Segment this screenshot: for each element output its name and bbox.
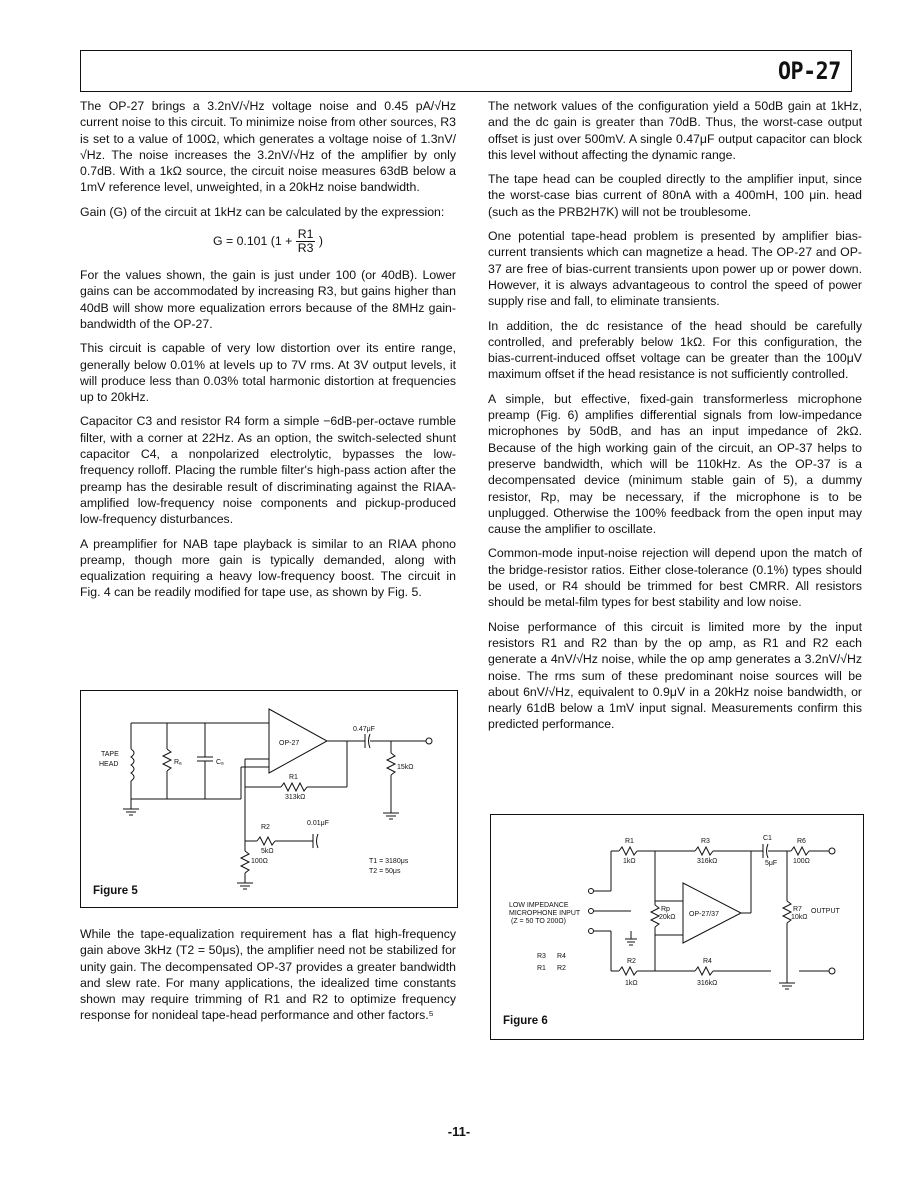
label-rp-val: 20kΩ: [659, 914, 676, 921]
label-output: OUTPUT: [811, 908, 840, 915]
formula-rhs: ): [318, 233, 323, 248]
label-r3-val: 316kΩ: [697, 858, 718, 865]
paragraph: Gain (G) of the circuit at 1kHz can be calculated by the expression:: [80, 204, 445, 219]
figure-6-labels: [491, 815, 863, 1039]
label-r2-val: 1kΩ: [625, 980, 638, 987]
label-tape: TAPE: [101, 751, 119, 758]
label-r3: R3: [701, 838, 710, 845]
paragraph: In addition, the dc resistance of the head should be carefully controlled, and preferably below 1kΩ. For this configuration, the bias-current-induced offset voltage can be greater than the 100μV maximum offset if the head resistance is not sufficiently controlled.: [488, 318, 862, 382]
after-figure-text: [80, 926, 456, 1024]
label-r2-val: 5kΩ: [261, 848, 274, 855]
page-header-box: [80, 50, 852, 92]
figure-6: [490, 814, 864, 1040]
page-header-title: OP-27: [778, 57, 841, 85]
label-opamp: OP-27/37: [689, 911, 719, 918]
label-ratio-r2: R2: [557, 965, 566, 972]
paragraph: A simple, but effective, fixed-gain transformerless microphone preamp (Fig. 6) amplifies differential signals from low-impedance microphones by 50dB, and has an input impedance of 2kΩ. Because of the high working gain of the circuit, an OP-37 helps to preserve bandwidth, which will be 110kHz. As the OP-37 is a decompensated device (minimum stable gain of 5), a dummy resistor, Rp, may be necessary, if the microphone is to be unplugged. Otherwise the 100% feedback from the open input may cause the amplifier to oscillate.: [488, 391, 862, 537]
paragraph: For the values shown, the gain is just under 100 (or 40dB). Lower gains can be accommodated by increasing R3, but gains higher than 40dB will show more equalization errors because of the 8MHz gain-bandwidth of the OP-27.: [80, 268, 456, 331]
figure-5-labels: [81, 691, 457, 907]
label-c1: C1: [763, 835, 772, 842]
label-r1: R1: [625, 838, 634, 845]
paragraph: The OP-27 brings a 3.2nV/√Hz voltage noise and 0.45 pA/√Hz current noise to this circuit. To minimize noise from other sources, R3 is set to a value of 100Ω, which generates a voltage noise of 1.3nV/√Hz. The noise increases the 3.2nV/√Hz of the amplifier by only 0.7dB. With a 1kΩ source, the circuit noise measures 63dB below a 1mV reference level, unweighted, in a 20kHz noise bandwidth.: [80, 99, 456, 195]
label-t2: T2 = 50μs: [369, 868, 401, 875]
formula-denominator: R3: [297, 241, 314, 256]
label-c2: 0.01μF: [307, 820, 329, 827]
left-column: [80, 98, 456, 609]
label-r2: R2: [627, 958, 636, 965]
label-c1-val: 5μF: [765, 860, 778, 867]
formula-numerator: R1: [297, 227, 314, 242]
label-t1: T1 = 3180μs: [369, 858, 409, 865]
label-mic3: (Z = 50 TO 200Ω): [511, 918, 566, 925]
paragraph: Noise performance of this circuit is limited more by the input resistors R1 and R2 than by the op amp, as R1 and R2 each generate a 4nV/√Hz noise, while the op amp generates a 3.2nV/√Hz noise. The rms sum of these predominant noise sources will be about 6nV/√Hz, equivalent to 0.9μV in a 20kHz noise bandwidth, or nearly 61dB below a 1mV input signal. Measurements confirm this predicted performance.: [488, 619, 862, 732]
label-head: HEAD: [99, 761, 119, 768]
label-r-bottom: 100Ω: [251, 858, 268, 865]
paragraph: The network values of the configuration yield a 50dB gain at 1kHz, and the dc gain is greater than 70dB. Thus, the worst-case output offset is just over 500mV. A single 0.47μF output capacitor can block this level without affecting the dynamic range.: [488, 99, 862, 162]
label-r1-val: 1kΩ: [623, 858, 636, 865]
label-r1: R1: [289, 774, 298, 781]
formula-fraction: [296, 228, 316, 255]
label-r4-val: 316kΩ: [697, 980, 718, 987]
label-r6: R6: [797, 838, 806, 845]
paragraph: Common-mode input-noise rejection will depend upon the match of the bridge-resistor ratios. Either close-tolerance (0.1%) types should be used, or R4 should be trimmed for best CMRR. All resistors should be metal-film types for best stability and low noise.: [488, 546, 862, 610]
paragraph: This circuit is capable of very low distortion over its entire range, generally below 0.01% at levels up to 7V rms. At 3V output levels, it will produce less than 0.03% total harmonic distortion at frequencies up to 20kHz.: [80, 341, 456, 405]
label-r-out: 15kΩ: [397, 764, 414, 771]
label-r7: R7: [793, 906, 802, 913]
paragraph: Capacitor C3 and resistor R4 form a simple −6dB-per-octave rumble filter, with a corner at 22Hz. As an option, the switch-selected shunt capacitor C4, a nonpolarized electrolytic, bypasses the low-frequency rolloff. Placing the rumble filter's high-pass action after the preamp has the desirable result of discriminating against the RIAA-amplified low-frequency noise components and pickup-produced low-frequency disturbances.: [80, 414, 456, 527]
label-rp: Rp: [661, 906, 670, 913]
figure-5: [80, 690, 458, 908]
label-r2: R2: [261, 824, 270, 831]
label-mic2: MICROPHONE INPUT: [509, 910, 581, 917]
page-number: -11-: [447, 1124, 471, 1139]
label-ratio-r1: R1: [537, 965, 546, 972]
label-cap-out: 0.47μF: [353, 726, 375, 733]
formula-lhs: G = 0.101 (1 +: [213, 233, 293, 248]
gain-formula: [80, 228, 456, 255]
label-ratio-r3: R3: [537, 953, 546, 960]
paragraph: The tape head can be coupled directly to the amplifier input, since the worst-case bias current of 80nA with a 400mH, 100 μin. head (such as the PRB2H7K) will not be troublesome.: [488, 172, 862, 219]
label-r7-val: 10kΩ: [791, 914, 808, 921]
label-opamp: OP-27: [279, 740, 300, 747]
right-column: [488, 98, 862, 741]
label-mic1: LOW IMPEDANCE: [509, 902, 569, 909]
figure-6-caption: Figure 6: [503, 1015, 548, 1027]
label-r6-val: 100Ω: [793, 858, 810, 865]
paragraph: A preamplifier for NAB tape playback is similar to an RIAA phono preamp, though more gain is typically demanded, along with equalization requiring a heavy low-frequency boost. The circuit in Fig. 4 can be readily modified for tape use, as shown by Fig. 5.: [80, 536, 456, 600]
label-r4: R4: [703, 958, 712, 965]
figure-5-caption: Figure 5: [93, 885, 138, 897]
label-ratio-r4: R4: [557, 953, 566, 960]
paragraph: While the tape-equalization requirement has a flat high-frequency gain above 3kHz (T2 = 50μs), the amplifier need not be stabilized for unity gain. The decompensated OP-37 provides a greater bandwidth and slew rate. For many applications, the idealized time constants shown may require trimming of R1 and R2 to optimize frequency response for nonideal tape-head performance and other factors.⁵: [80, 927, 456, 1023]
label-ra: Rₐ: [174, 759, 182, 766]
label-ca: Cₐ: [216, 759, 224, 766]
paragraph: One potential tape-head problem is presented by amplifier bias-current transients which can magnetize a head. The OP-27 and OP-37 are free of bias-current transients upon power up or power down. However, it is always advantageous to control the speed of power supply rise and fall, to eliminate transients.: [488, 229, 862, 309]
label-r1-val: 313kΩ: [285, 794, 306, 801]
